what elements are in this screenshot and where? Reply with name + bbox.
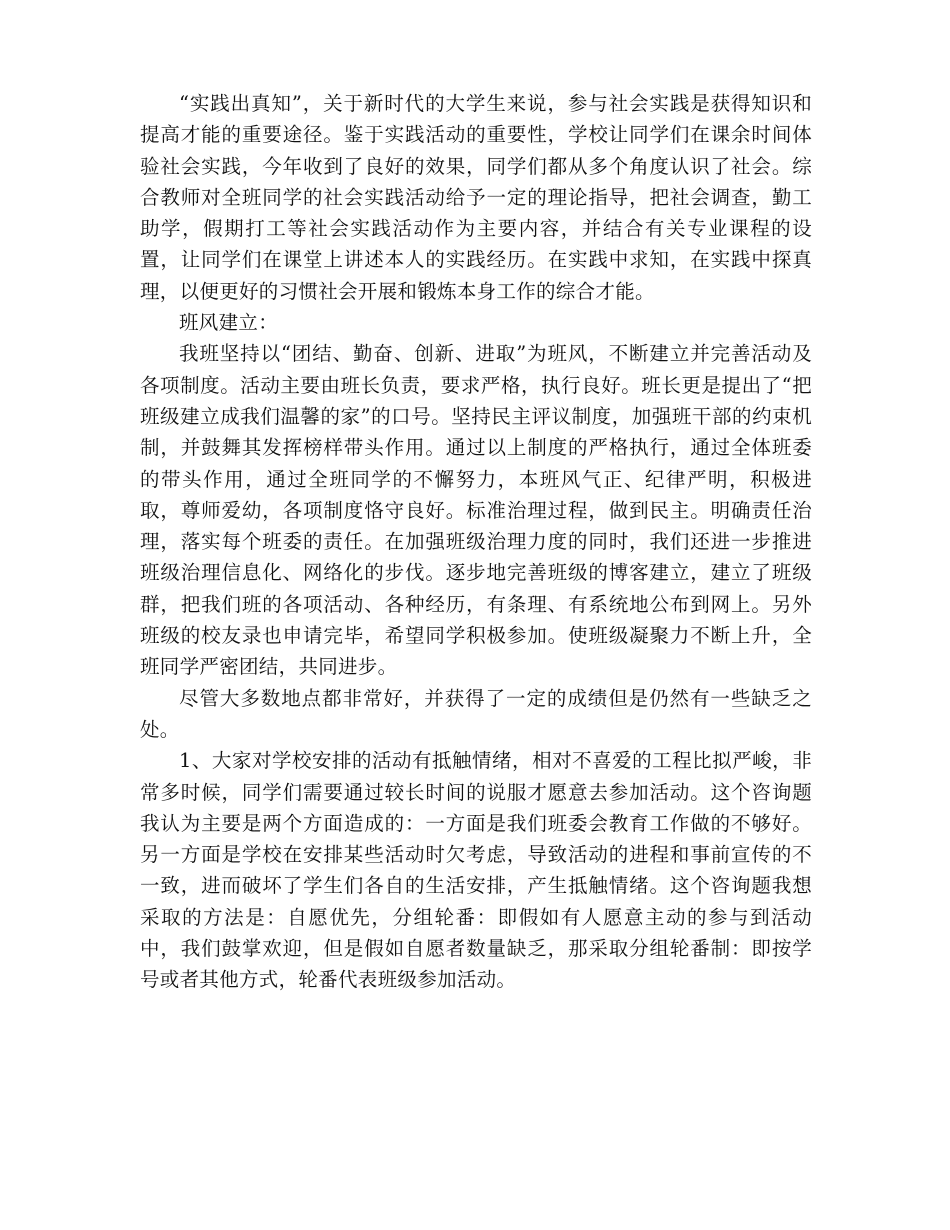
document-body [140, 88, 812, 996]
paragraph-shortcomings-intro: 尽管大多数地点都非常好，并获得了一定的成绩但是仍然有一些缺乏之处。 [140, 686, 812, 741]
paragraph-shortcoming-1: 1、大家对学校安排的活动有抵触情绪，相对不喜爱的工程比拟严峻，非常多时候，同学们需要通过较长时间的说服才愿意去参加活动。这个咨询题我认为主要是两个方面造成的：一方面是我们班委会教育工作做的不够好。另一方面是学校在安排某些活动时欠考虑，导致活动的进程和事前宣传的不一致，进而破坏了学生们各自的生活安排，产生抵触情绪。这个咨询题我想采取的方法是：自愿优先，分组轮番：即假如有人愿意主动的参与到活动中，我们鼓掌欢迎，但是假如自愿者数量缺乏，那采取分组轮番制：即按学号或者其他方式，轮番代表班级参加活动。 [140, 749, 812, 992]
section-heading-class-style: 班风建立： [179, 311, 279, 335]
paragraph-class-style: 我班坚持以“团结、勤奋、创新、进取”为班风，不断建立并完善活动及各项制度。活动主要由班长负责，要求严格，执行良好。班长更是提出了“把班级建立成我们温馨的家”的口号。坚持民主评议制度，加强班干部的约束机制，并鼓舞其发挥榜样带头作用。通过以上制度的严格执行，通过全体班委的带头作用，通过全班同学的不懈努力，本班风气正、纪律严明，积极进取，尊师爱幼，各项制度恪守良好。标准治理过程，做到民主。明确责任治理，落实每个班委的责任。在加强班级治理力度的同时，我们还进一步推进班级治理信息化、网络化的步伐。逐步地完善班级的博客建立，建立了班级群，把我们班的各项活动、各种经历，有条理、有系统地公布到网上。另外班级的校友录也申请完毕，希望同学积极参加。使班级凝聚力不断上升，全班同学严密团结，共同进步。 [140, 342, 812, 679]
paragraph-practice: “实践出真知”，关于新时代的大学生来说，参与社会实践是获得知识和提高才能的重要途径。鉴于实践活动的重要性，学校让同学们在课余时间体验社会实践，今年收到了良好的效果，同学们都从多个角度认识了社会。综合教师对全班同学的社会实践活动给予一定的理论指导，把社会调查，勤工助学，假期打工等社会实践活动作为主要内容，并结合有关专业课程的设置，让同学们在课堂上讲述本人的实践经历。在实践中求知，在实践中探真理，以便更好的习惯社会开展和锻炼本身工作的综合才能。 [140, 92, 812, 303]
